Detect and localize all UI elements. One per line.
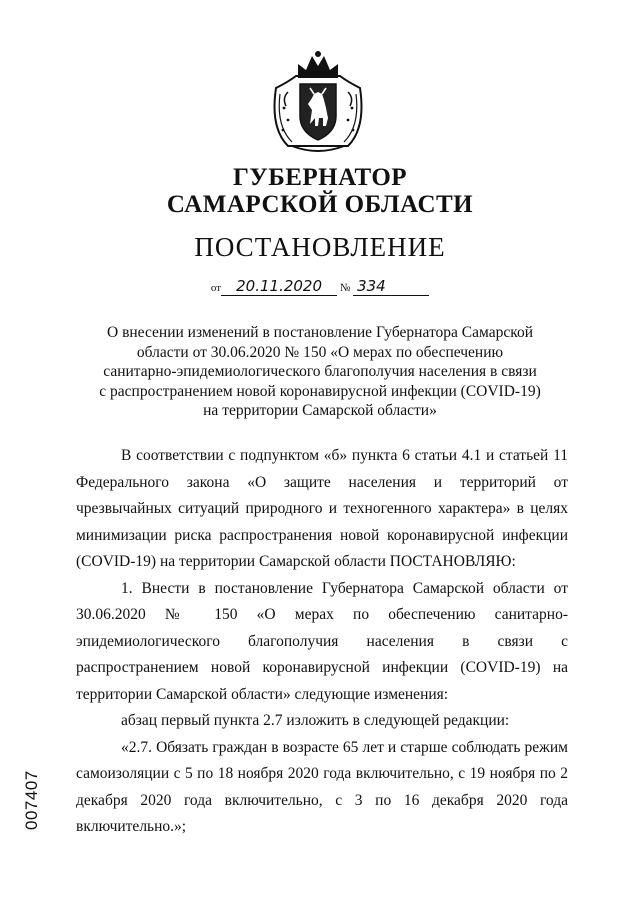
handwritten-number: 334: [353, 277, 429, 296]
coat-of-arms-emblem: [268, 48, 368, 158]
subject-line: санитарно-эпидемиологического благополучия населения в связи: [103, 363, 537, 380]
document-type-title: ПОСТАНОВЛЕНИЕ: [194, 232, 446, 262]
document-body: [76, 443, 568, 841]
subject-line: с распространением новой коронавирусной инфекции (COVID-19): [99, 382, 541, 400]
authority-title-line2: САМАРСКОЙ ОБЛАСТИ: [166, 191, 474, 218]
authority-title-line1: ГУБЕРНАТОР: [232, 164, 408, 191]
document-subject: [80, 323, 560, 421]
date-prefix: от: [210, 282, 222, 294]
body-paragraph: абзац первый пункта 2.7 изложить в следующей редакции:: [121, 712, 510, 729]
subject-line: О внесении изменений в постановление Губернатора Самарской: [107, 324, 533, 341]
number-label: №: [339, 282, 351, 294]
body-paragraph: 1. Внести в постановление Губернатора Самарской области от 30.06.2020 № 150 «О мерах по обеспечению санитарно-эпидемиологического благополучия населения в связи с распространением новой коронавирусной инфекции (COVID-19) на территории Самарской области» следующие изменения:: [76, 579, 568, 703]
subject-line: области от 30.06.2020 № 150 «О мерах по обеспечению: [136, 343, 504, 361]
side-serial-number: 007407: [22, 770, 41, 830]
handwritten-date: 20.11.2020: [221, 277, 337, 296]
date-number-line: [0, 277, 640, 296]
body-paragraph: «2.7. Обязать граждан в возрасте 65 лет и старше соблюдать режим самоизоляции с 5 по 18 ноября 2020 года включительно, с 19 ноября по 2 декабря 2020 года включительно, с 3 по 16 декабря 2020 года включительно.»;: [76, 738, 568, 835]
subject-line: на территории Самарской области»: [203, 402, 437, 419]
body-paragraph: В соответствии с подпунктом «б» пункта 6 статьи 4.1 и статьей 11 Федерального закона «О защите населения и территорий от чрезвычайных ситуаций природного и техногенного характера» в целях минимизации риска распространения новой коронавирусной инфекции (COVID-19) на территории Самарской области ПОСТАНОВЛЯЮ:: [76, 447, 568, 570]
